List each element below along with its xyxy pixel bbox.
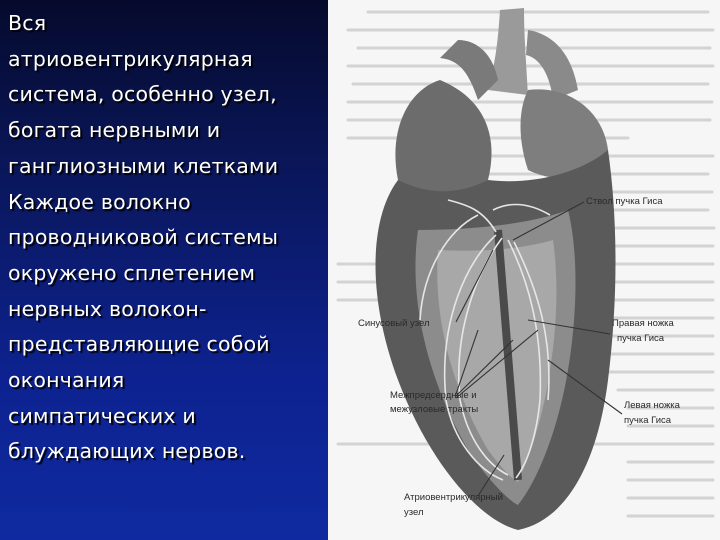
text-line: представляющие собой <box>8 332 270 357</box>
label-left-branch-2: пучка Гиса <box>624 415 672 426</box>
label-his-trunk: Ствол пучка Гиса <box>586 196 663 207</box>
text-line: симпатических и <box>8 403 196 428</box>
heart-conduction-illustration <box>328 0 720 540</box>
label-left-branch: Левая ножка <box>624 400 680 411</box>
label-av-node: Атриовентрикулярный <box>404 492 503 503</box>
text-line: проводниковой системы <box>8 225 279 250</box>
slide-body-text <box>8 6 330 470</box>
label-interatrial-tracts: Межпредсердные и <box>390 390 477 401</box>
text-line: нервных волокон- <box>8 296 207 321</box>
heart-drawing <box>376 8 616 530</box>
label-interatrial-tracts-2: межузловые тракты <box>390 404 479 415</box>
text-line: Каждое волокно <box>8 189 191 214</box>
text-line: система, особенно узел, <box>8 82 277 107</box>
label-sinus-node: Синусовый узел <box>358 318 430 329</box>
label-right-branch-2: пучка Гиса <box>617 333 665 344</box>
label-right-branch: Правая ножка <box>612 318 674 329</box>
text-line: Вся <box>8 11 47 35</box>
text-line: атриовентрикулярная <box>8 46 253 71</box>
text-line: окончания <box>8 368 125 393</box>
text-line: блуждающих нервов. <box>8 439 246 464</box>
label-av-node-2: узел <box>404 507 424 518</box>
heart-figure-panel <box>328 0 720 540</box>
text-line: окружено сплетением <box>8 260 256 285</box>
text-panel <box>0 0 328 540</box>
text-line: богата нервными и <box>8 118 221 143</box>
text-line: ганглиозными клетками <box>8 153 279 178</box>
